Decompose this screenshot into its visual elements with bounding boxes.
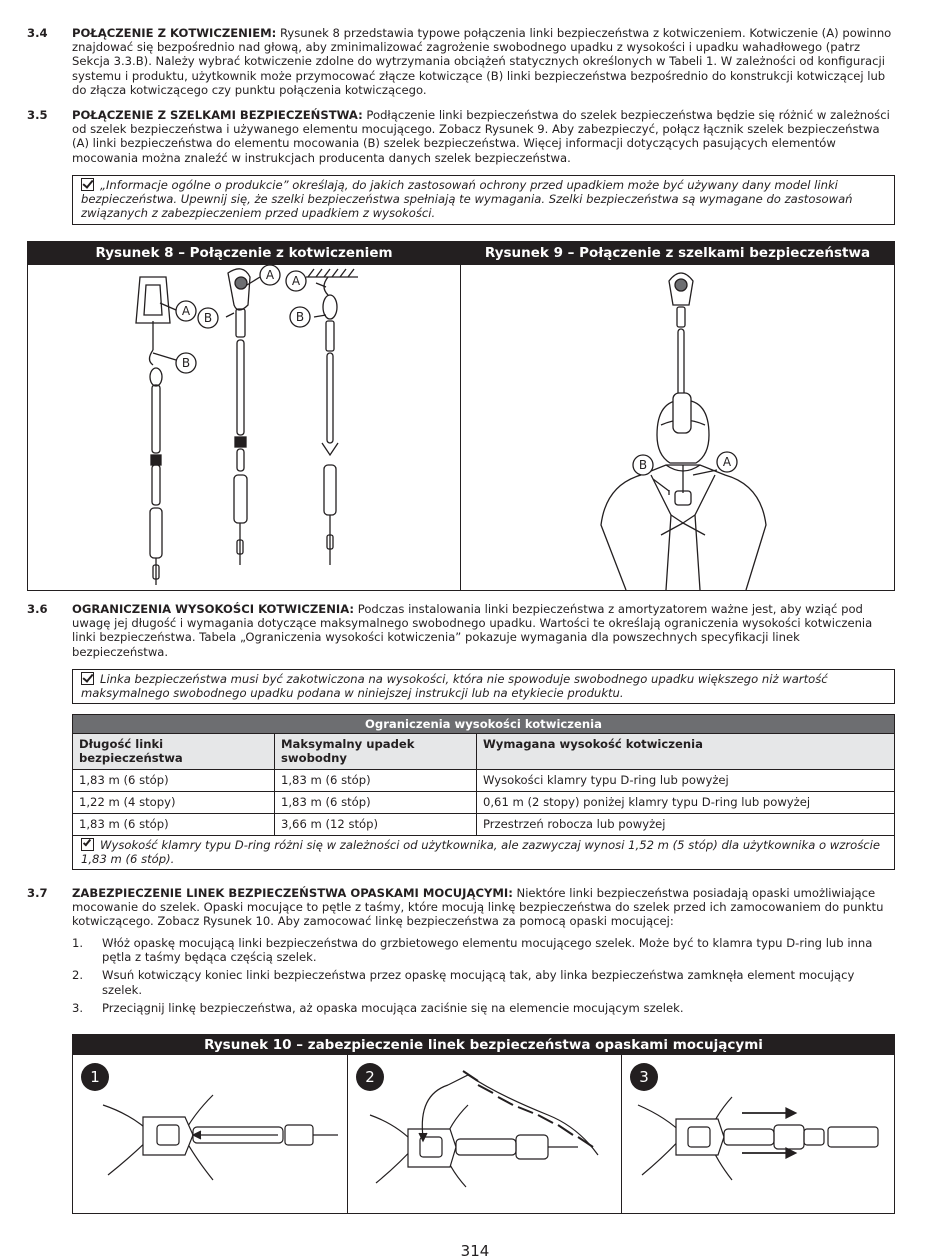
section-3-5 [27,108,897,165]
table-note-text: Wysokość klamry typu D-ring różni się w zależności od użytkownika, ale zazwyczaj wynosi 1,52 m (5 stóp) dla użytkownika o wzroście 1,83 m (6 stóp). [81,838,880,867]
lanyard-beam-anchor [136,277,170,585]
section-number: 3.6 [27,602,48,616]
step-number: 1. [72,936,84,950]
section-title: POŁĄCZENIE Z KOTWICZENIEM: [72,26,277,40]
section-body [72,602,897,659]
section-number: 3.5 [27,108,48,122]
table-row [73,792,895,814]
section-number: 3.7 [27,886,48,900]
note-text: Linka bezpieczeństwa musi być zakotwiczona na wysokości, która nie spowoduje swobodnego upadku większego niż wartość maksymalnego swobodnego upadku podana w niniejszej instrukcji lub na etykiecie produktu. [81,672,828,701]
callout-label-b: B [181,356,191,370]
checkbox-icon [81,838,94,851]
harness-step-1-drawing [73,1055,347,1213]
harness-step-2-drawing [348,1055,621,1213]
page-number: 314 [460,1242,490,1260]
table-caption: Ograniczenia wysokości kotwiczenia [73,715,895,734]
step-number: 2. [72,968,84,983]
callout-label-a: A [265,268,275,282]
section-text: Podłączenie linki bezpieczeństwa do szelek bezpieczeństwa będzie się różnić w zależności od szelek bezpieczeństwa i używanego elementu mocującego. Zobacz Rysunek 9. Aby zabezpieczyć, połącz łącznik szelek bezpieczeństwa (A) linki bezpieczeństwa do elementu mocowania (B) szelek bezpieczeństwa. Więcej informacji dotyczących pasujących elementów mocowania można znaleźć w instrukcjach producenta danych szelek bezpieczeństwa. [72,108,890,165]
list-item [27,1001,895,1015]
figure-10-panel-2 [348,1055,621,1213]
step-badge: 1 [81,1063,109,1091]
anchorage-height-table [72,714,895,870]
table-note [73,836,895,870]
step-text: Wsuń kotwiczący koniec linki bezpieczeństwa przez opaskę mocującą tak, aby linka bezpieczeństwa zamknęła element mocujący szelek. [102,968,855,997]
table-cell: 1,22 m (4 stopy) [73,792,275,814]
table-cell: 1,83 m (6 stóp) [73,770,275,792]
callout-label-a: A [722,455,732,469]
column-header: Maksymalny upadek swobodny [275,734,477,770]
list-item [27,936,895,964]
figures-8-9-frame [27,241,895,591]
note-box-harness [72,175,895,225]
callout-label-a: A [181,304,191,318]
section-3-7 [27,886,897,929]
figure-8-title: Rysunek 8 – Połączenie z kotwiczeniem [28,242,460,265]
table-row [73,814,895,836]
section-text: Rysunek 8 przedstawia typowe połączenia linki bezpieczeństwa z kotwiczeniem. Kotwiczenie (A) powinno znajdować się bezpośrednio nad głową, aby zminimalizować zagrożenie swobodnego upadku z wysokości i upadku wahadłowego (patrz Sekcja 3.3.B). Należy wybrać kotwiczenie zdolne do wytrzymania obciążeń statycznych określonych w Tabeli 1. W zależności od konfiguracji systemu i produktu, użytkownik może przymocować złącze kotwiczące (B) linki bezpieczeństwa bezpośrednio do konstrukcji kotwiczącej lub do złącza kotwiczącego czy punktu połączenia kotwiczącego. [72,26,892,97]
table-row [73,770,895,792]
table-cell: 1,83 m (6 stóp) [275,770,477,792]
steps-list [27,936,895,1019]
figure-10-panel-1 [73,1055,347,1213]
table-cell: Przestrzeń robocza lub powyżej [477,814,895,836]
section-title: ZABEZPIECZENIE LINEK BEZPIECZEŃSTWA OPASKAMI MOCUJĄCYMI: [72,886,513,900]
step-text: Włóż opaskę mocującą linki bezpieczeństwa do grzbietowego elementu mocującego szelek. Może być to klamra typu D-ring lub inna pętla z taśmy będąca częścią szelek. [102,936,873,965]
section-body [72,26,897,97]
callout-label-b: B [203,311,213,325]
checkbox-icon [81,178,94,191]
checkbox-icon [81,672,94,685]
figure-9-drawing [461,265,894,590]
section-title: OGRANICZENIA WYSOKOŚCI KOTWICZENIA: [72,602,355,616]
step-badge: 3 [630,1063,658,1091]
table-cell: 1,83 m (6 stóp) [73,814,275,836]
note-text: „Informacje ogólne o produkcie” określają, do jakich zastosowań ochrony przed upadkiem może być używany dany model linki bezpieczeństwa. Upewnij się, że szelki bezpieczeństwa spełniają te wymagania. Szelki bezpieczeństwa są wymagane do zastosowań związanych z zabezpieczeniem przed upadkiem z wysokości. [81,178,853,221]
section-text: Niektóre linki bezpieczeństwa posiadają opaski umożliwiające mocowanie do szelek. Opaski mocujące to pętle z taśmy, które mocują linkę bezpieczeństwa do szelek przed ich zamocowaniem do punktu kotwiczącego. Zobacz Rysunek 10. Aby zamocować linkę bezpieczeństwa za pomocą opaski mocującej: [72,886,884,929]
figure-10-title: Rysunek 10 – zabezpieczenie linek bezpieczeństwa opaskami mocującymi [73,1035,894,1055]
figure-10-frame [72,1034,895,1214]
step-number: 3. [72,1000,84,1015]
section-text: Podczas instalowania linki bezpieczeństwa z amortyzatorem ważne jest, aby wziąć pod uwagę jej długość i wymagania dotyczące maksymalnego swobodnego upadku. Wartości te określają ograniczenia wysokości kotwiczenia linki bezpieczeństwa. Tabela „Ograniczenia wysokości kotwiczenia” pokazuje wymagania dla powszechnych specyfikacji linek bezpieczeństwa. [72,602,873,659]
harness-step-3-drawing [622,1055,894,1213]
lanyard-ceiling-anchor [306,269,358,565]
step-text: Przeciągnij linkę bezpieczeństwa, aż opaska mocująca zaciśnie się na elemencie mocującym szelek. [102,1000,684,1015]
figure-10-panel-3 [622,1055,894,1213]
table-cell: 3,66 m (12 stóp) [275,814,477,836]
lanyard-snap-hook [228,269,250,565]
section-number: 3.4 [27,26,48,40]
table-cell: 1,83 m (6 stóp) [275,792,477,814]
table-cell: Wysokości klamry typu D-ring lub powyżej [477,770,895,792]
callout-label-b: B [295,310,305,324]
section-title: POŁĄCZENIE Z SZELKAMI BEZPIECZEŃSTWA: [72,108,363,122]
section-3-4 [27,26,897,97]
column-header: Wymagana wysokość kotwiczenia [477,734,895,770]
note-box-anchorage [72,669,895,704]
figure-9-title: Rysunek 9 – Połączenie z szelkami bezpieczeństwa [461,242,894,265]
section-3-6 [27,602,897,659]
table-cell: 0,61 m (2 stopy) poniżej klamry typu D-ring lub powyżej [477,792,895,814]
table-note-row [73,836,895,870]
callout-label-a: A [291,274,301,288]
list-item [27,968,895,996]
callout-label-b: B [638,458,648,472]
section-body [72,108,897,165]
column-header: Długość linki bezpieczeństwa [73,734,275,770]
section-body [72,886,897,929]
figure-8-drawing [28,265,458,590]
step-badge: 2 [356,1063,384,1091]
